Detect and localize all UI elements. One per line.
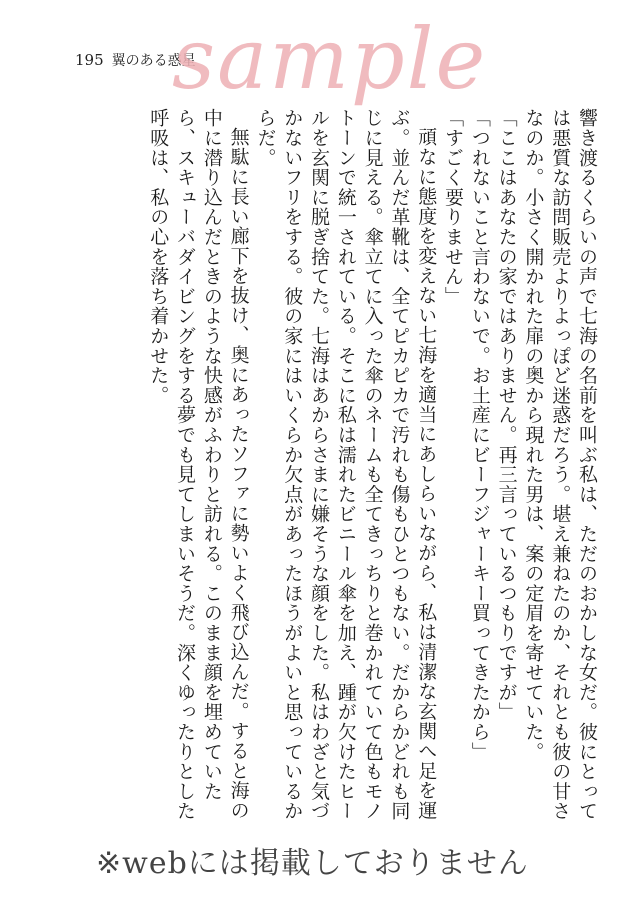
chapter-title: 翼のある惑星 <box>111 53 196 69</box>
paragraph: 頑なに態度を変えない七海を適当にあしらいながら、私は清潔な玄関へ足を運ぶ。並んだ革靴は、全てピカピカで汚れも傷もひとつもない。だからかどれも同じに見える。傘立てに入った傘のネームも全てきっちりと巻かれていて色もモノトーンで統一されている。そこに私は濡れたビニール傘を加え、踵が欠けたヒールを玄関に脱ぎ捨てた。七海はあからさまに嫌そうな顔をした。私はわざと気づかないフリをする。彼の家にはいくらか欠点があったほうがよいと思っているからだ。 <box>254 108 438 821</box>
web-notice: ※webには掲載しておりません <box>96 846 529 881</box>
paragraph: 無駄に長い廊下を抜け、奥にあったソファに勢いよく飛び込んだ。すると海の中に潜り込んだときのような快感がふわりと訪れる。このまま顔を埋めていたら、スキューバダイビングをする夢でも見てしまいそうだ。深くゆったりとした呼吸は、私の心を落ち着かせた。 <box>147 108 250 821</box>
dialogue-line: 「ここはあなたの家ではありません。再三言っているつもりですが」 <box>495 108 518 722</box>
sample-watermark: sample <box>172 10 488 108</box>
running-header <box>75 40 375 80</box>
page-number: 195 <box>75 51 104 69</box>
dialogue-line: 「つれないこと言わないで。お土産にビーフジャーキー買ってきたから」 <box>468 108 491 762</box>
dialogue-line: 「すごく要りません」 <box>442 108 465 306</box>
vertical-body-text <box>40 108 600 838</box>
paragraph: 響き渡るくらいの声で七海の名前を叫ぶ私は、ただのおかしな女だ。彼にとっては悪質な訪問販売よりよっぽど迷惑だろう。堪え兼ねたのか、それとも彼の甘さなのか。小さく開かれた扉の奥から現れた男は、案の定眉を寄せていた。 <box>522 108 598 821</box>
